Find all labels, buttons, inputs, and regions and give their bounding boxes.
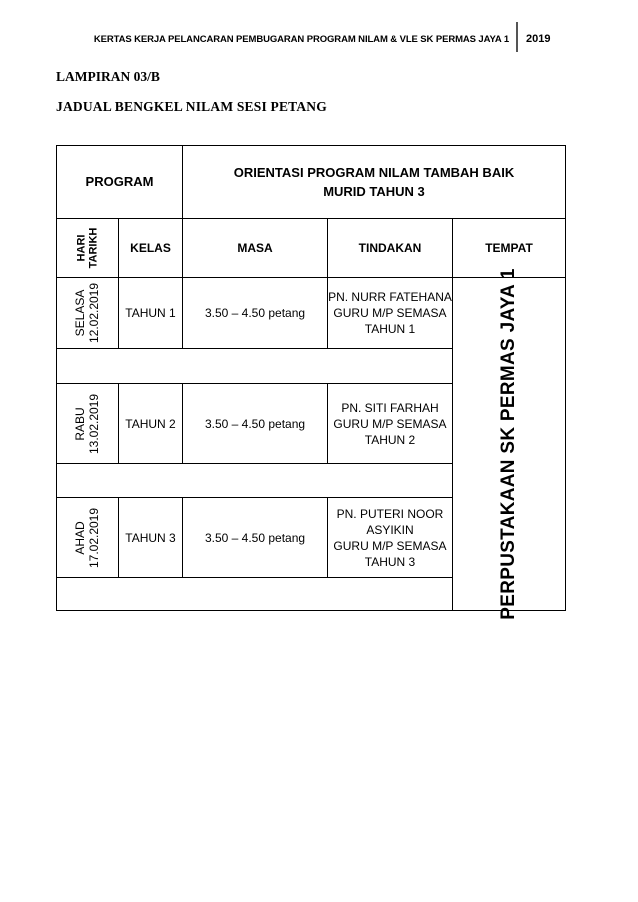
row-spacer: [56, 577, 453, 611]
col-masa-label: MASA: [237, 241, 273, 255]
row3-hari-cell: [56, 497, 119, 578]
appendix-label: LAMPIRAN 03/B: [56, 69, 160, 84]
col-hari-label: HARI: [75, 234, 88, 262]
row2-tindakan-line: TAHUN 2: [364, 432, 416, 447]
row1-tindakan-line: PN. NURR FATEHANA: [328, 290, 452, 304]
col-kelas-header: [118, 218, 183, 278]
row2-kelas: TAHUN 2: [125, 416, 176, 431]
row3-tindakan-line: TAHUN 3: [364, 554, 416, 569]
document-header-title: KERTAS KERJA PELANCARAN PEMBUGARAN PROGRAM NILAM & VLE SK PERMAS JAYA 1: [93, 34, 509, 45]
program-title-cell: [182, 145, 566, 219]
document-header-year: 2019: [526, 33, 551, 45]
row3-tindakan-line: ASYIKIN: [366, 522, 414, 537]
schedule-title: JADUAL BENGKEL NILAM SESI PETANG: [56, 99, 327, 114]
row1-tindakan-line: TAHUN 1: [364, 322, 416, 336]
row1-hari: SELASA: [73, 289, 88, 337]
row2-kelas-cell: [118, 383, 183, 464]
col-tindakan-label: TINDAKAN: [358, 241, 422, 255]
row1-tarikh: 12.02.2019: [87, 282, 102, 344]
program-label-cell: [56, 145, 183, 219]
row1-kelas-cell: [118, 277, 183, 349]
col-tindakan-header: [327, 218, 453, 278]
row3-hari: AHAD: [73, 520, 88, 555]
row3-masa: 3.50 – 4.50 petang: [204, 530, 306, 545]
row2-tindakan-line: GURU M/P SEMASA: [333, 416, 447, 431]
row3-tarikh: 17.02.2019: [87, 507, 102, 568]
col-masa-header: [182, 218, 328, 278]
row1-masa-cell: [182, 277, 328, 349]
row2-masa-cell: [182, 383, 328, 464]
row3-tindakan-line: GURU M/P SEMASA: [333, 538, 447, 553]
row2-hari-cell: [56, 383, 119, 464]
row1-masa: 3.50 – 4.50 petang: [204, 306, 306, 320]
col-kelas-label: KELAS: [130, 241, 171, 255]
tempat-value: PERPUSTAKAAN SK PERMAS JAYA 1: [498, 268, 519, 620]
row3-tindakan-cell: [327, 497, 453, 578]
row2-tarikh: 13.02.2019: [87, 393, 102, 454]
row2-masa: 3.50 – 4.50 petang: [204, 416, 306, 431]
row1-tindakan-line: GURU M/P SEMASA: [333, 306, 447, 320]
program-label: PROGRAM: [85, 174, 154, 189]
row3-kelas: TAHUN 3: [125, 530, 176, 545]
row2-tindakan-cell: [327, 383, 453, 464]
row3-masa-cell: [182, 497, 328, 578]
row1-kelas: TAHUN 1: [125, 306, 176, 320]
row1-hari-cell: [56, 277, 119, 349]
program-title-line: MURID TAHUN 3: [323, 184, 425, 199]
row3-tindakan-line: PN. PUTERI NOOR: [336, 506, 444, 521]
row2-tindakan-line: PN. SITI FARHAH: [341, 400, 439, 415]
row3-kelas-cell: [118, 497, 183, 578]
row-spacer: [56, 463, 453, 498]
col-hari-tarikh-header: [56, 218, 119, 278]
col-tarikh-label: TARIKH: [87, 227, 100, 269]
col-tempat-label: TEMPAT: [485, 241, 533, 255]
row-spacer: [56, 348, 453, 384]
row1-tindakan-cell: [327, 277, 453, 349]
tempat-cell: [452, 268, 566, 620]
program-title-line: ORIENTASI PROGRAM NILAM TAMBAH BAIK: [233, 165, 515, 180]
row2-hari: RABU: [73, 406, 88, 441]
